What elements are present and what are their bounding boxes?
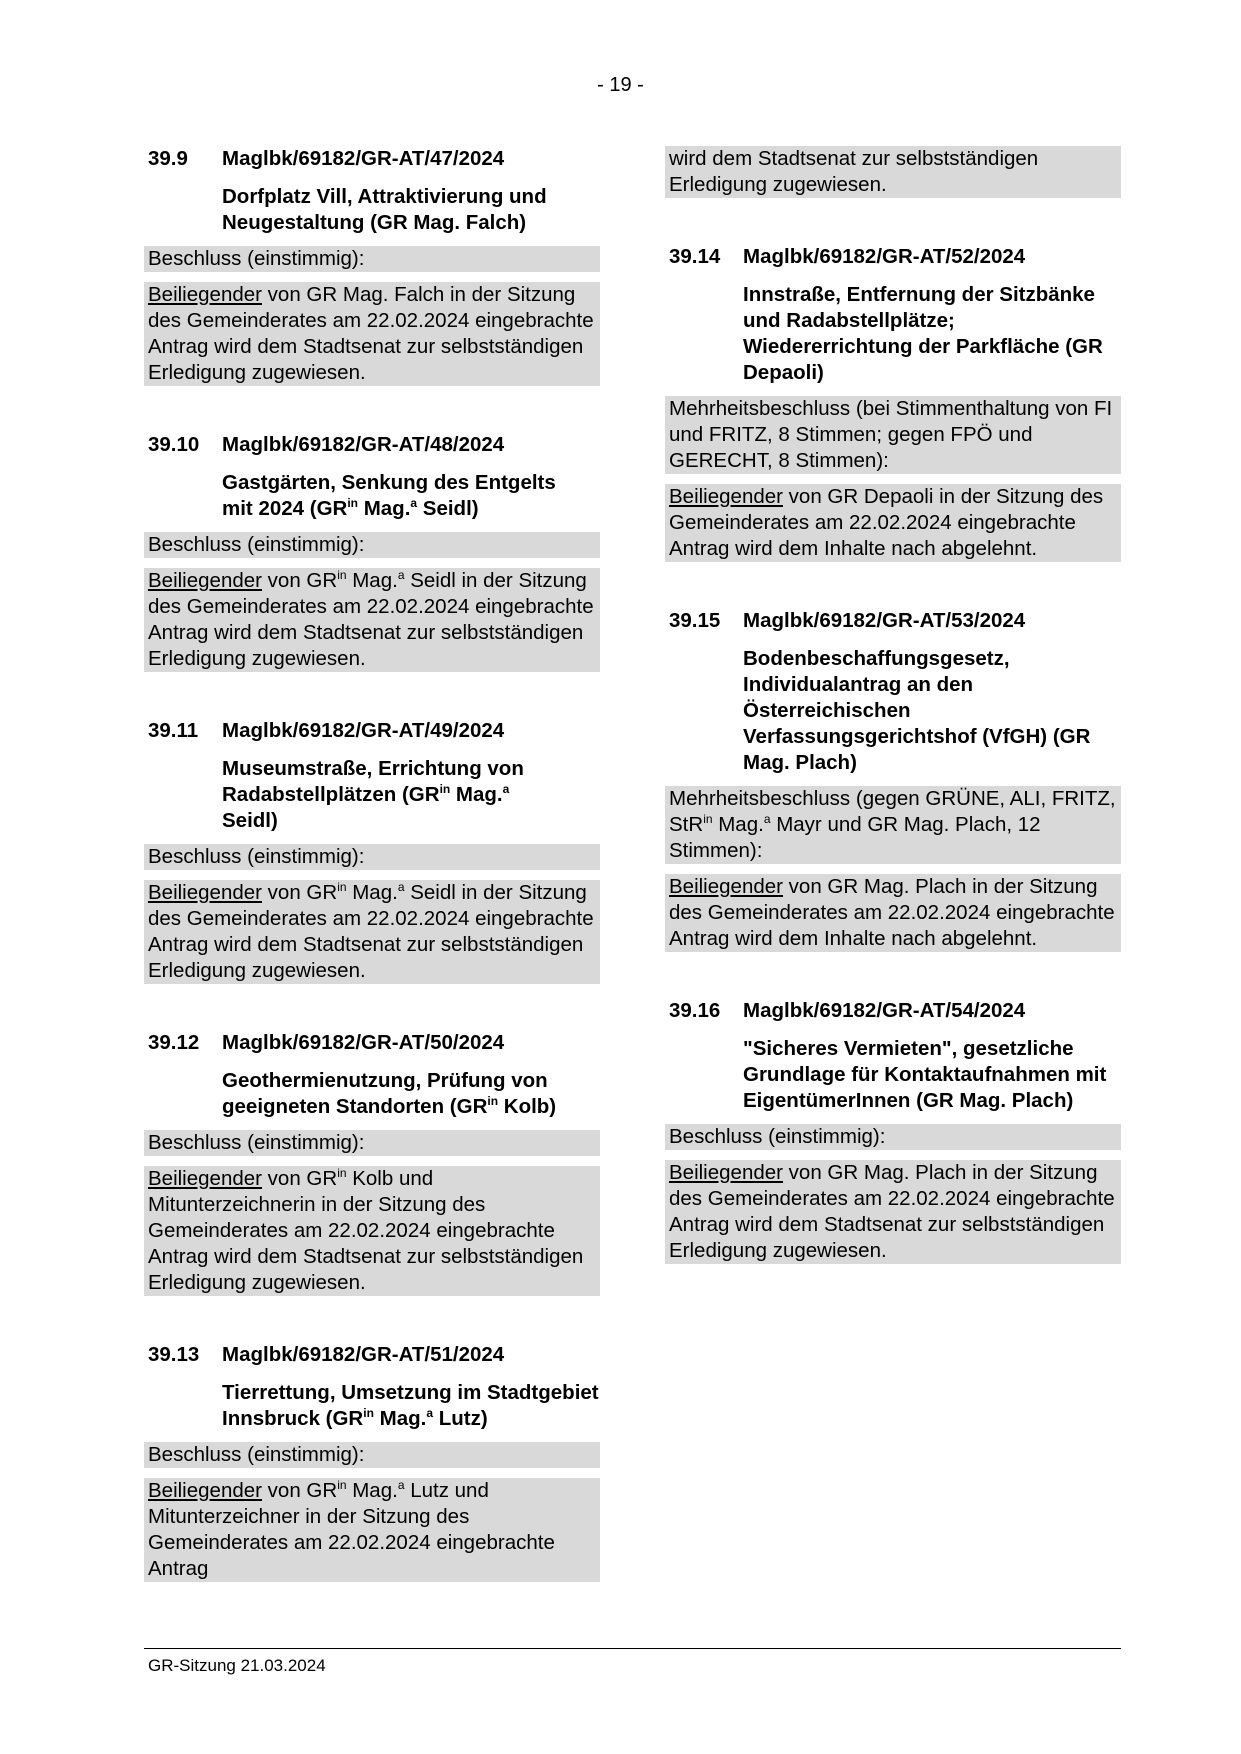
item-title: "Sicheres Vermieten", gesetzliche Grundlage für Kontaktaufnahmen mit EigentümerInnen (GR Mag. Plach) (743, 1037, 1107, 1112)
resolution-type: Mehrheitsbeschluss (gegen GRÜNE, ALI, FRITZ, StR$^{in}$ Mag.$^a$ Mayr und GR Mag. Plach, 12 Stimmen): (665, 786, 1121, 864)
item-number: 39.10 (148, 433, 200, 456)
attachment-link: Beiliegender (148, 881, 262, 904)
attachment-link: Beiliegender (148, 1479, 262, 1502)
attachment-link: Beiliegender (148, 1167, 262, 1190)
item-header (669, 608, 1121, 634)
footer: GR-Sitzung 21.03.2024 (148, 1656, 326, 1675)
item-header (148, 1342, 600, 1368)
agenda-item-39-13 (144, 1342, 600, 1582)
attachment-link: Beiliegender (669, 875, 783, 898)
item-title: Innstraße, Entfernung der Sitzbänke und Radabstellplätze; Wiedererrichtung der Parkfläche (GR Depaoli) (743, 283, 1103, 384)
right-column (665, 146, 1121, 1310)
item-number: 39.12 (148, 1031, 200, 1054)
attachment-link: Beiliegender (148, 569, 262, 592)
agenda-item-39-15 (665, 608, 1121, 952)
item-header (148, 146, 600, 172)
item-code: Maglbk/69182/GR-AT/51/2024 (222, 1343, 505, 1366)
item-header (669, 244, 1121, 270)
item-number: 39.15 (669, 609, 721, 632)
item-number: 39.13 (148, 1343, 200, 1366)
item-number: 39.9 (148, 147, 188, 170)
resolution-text: Beiliegender von $GR^{in}$ Kolb und Mitunterzeichnerin in der Sitzung des Gemeinderates am 22.02.2024 eingebrachte Antrag wird dem Stadtsenat zur selbstständigen Erledigung zugewiesen. (144, 1166, 600, 1296)
left-column (144, 146, 600, 1628)
agenda-item-39-10 (144, 432, 600, 672)
page-number: - 19 - (597, 74, 644, 96)
item-number: 39.16 (669, 999, 721, 1022)
item-title: Gastgärten, Senkung des Entgelts mit 2024 ($GR^{in}$ Mag.$^a$ Seidl) (222, 471, 556, 520)
agenda-item-39-12 (144, 1030, 600, 1296)
resolution-text: Beiliegender von GR Mag. Plach in der Sitzung des Gemeinderates am 22.02.2024 eingebrachte Antrag wird dem Inhalte nach abgelehnt. (665, 874, 1121, 952)
resolution-type: Beschluss (einstimmig): (144, 532, 600, 558)
resolution-text: Beiliegender von GR Mag. Plach in der Sitzung des Gemeinderates am 22.02.2024 eingebrachte Antrag wird dem Stadtsenat zur selbstständigen Erledigung zugewiesen. (665, 1160, 1121, 1264)
item-code: Maglbk/69182/GR-AT/50/2024 (222, 1031, 505, 1054)
item-header (148, 432, 600, 458)
item-code: Maglbk/69182/GR-AT/54/2024 (743, 999, 1026, 1022)
item-code: Maglbk/69182/GR-AT/52/2024 (743, 245, 1026, 268)
item-number: 39.14 (669, 245, 721, 268)
resolution-text: Beiliegender von GR Depaoli in der Sitzung des Gemeinderates am 22.02.2024 eingebrachte Antrag wird dem Inhalte nach abgelehnt. (665, 484, 1121, 562)
attachment-link: Beiliegender (669, 485, 783, 508)
item-code: Maglbk/69182/GR-AT/48/2024 (222, 433, 505, 456)
item-number: 39.11 (148, 719, 199, 742)
agenda-item-39-9 (144, 146, 600, 386)
item-code: Maglbk/69182/GR-AT/49/2024 (222, 719, 505, 742)
resolution-text: Beiliegender von $GR^{in}$ Mag.$^a$ Seidl in der Sitzung des Gemeinderates am 22.02.2024 eingebrachte Antrag wird dem Stadtsenat zur selbstständigen Erledigung zugewiesen. (144, 568, 600, 672)
resolution-text: Beiliegender von $GR^{in}$ Mag.$^a$ Lutz und Mitunterzeichner in der Sitzung des Gemeinderates am 22.02.2024 eingebrachte Antrag (144, 1478, 600, 1582)
resolution-text: Beiliegender von GR Mag. Falch in der Sitzung des Gemeinderates am 22.02.2024 eingebrachte Antrag wird dem Stadtsenat zur selbstständigen Erledigung zugewiesen. (144, 282, 600, 386)
resolution-text-continued: wird dem Stadtsenat zur selbstständigen Erledigung zugewiesen. (665, 146, 1121, 198)
item-code: Maglbk/69182/GR-AT/47/2024 (222, 147, 505, 170)
resolution-type: Beschluss (einstimmig): (144, 246, 600, 272)
item-header (148, 1030, 600, 1056)
resolution-text: Beiliegender von $GR^{in}$ Mag.$^a$ Seidl in der Sitzung des Gemeinderates am 22.02.2024 eingebrachte Antrag wird dem Stadtsenat zur selbstständigen Erledigung zugewiesen. (144, 880, 600, 984)
agenda-item-39-16 (665, 998, 1121, 1264)
agenda-item-39-11 (144, 718, 600, 984)
resolution-type: Beschluss (einstimmig): (144, 1130, 600, 1156)
agenda-item-39-14 (665, 244, 1121, 562)
resolution-type: Beschluss (einstimmig): (144, 1442, 600, 1468)
resolution-type: Mehrheitsbeschluss (bei Stimmenthaltung von FI und FRITZ, 8 Stimmen; gegen FPÖ und GERECHT, 8 Stimmen): (665, 396, 1121, 474)
attachment-link: Beiliegender (669, 1161, 783, 1184)
item-header (148, 718, 600, 744)
item-header (669, 998, 1121, 1024)
item-title: Bodenbeschaffungsgesetz, Individualantrag an den Österreichischen Verfassungsgerichtshof (VfGH) (GR Mag. Plach) (743, 647, 1091, 774)
item-code: Maglbk/69182/GR-AT/53/2024 (743, 609, 1026, 632)
item-title: Tierrettung, Umsetzung im Stadtgebiet Innsbruck ($GR^{in}$ Mag.$^a$ Lutz) (222, 1381, 599, 1430)
resolution-type: Beschluss (einstimmig): (144, 844, 600, 870)
resolution-type: Beschluss (einstimmig): (665, 1124, 1121, 1150)
attachment-link: Beiliegender (148, 283, 262, 306)
agenda-item-39-13-continued (665, 146, 1121, 198)
item-title: Museumstraße, Errichtung von Radabstellplätzen ($GR^{in}$ Mag.$^a$ Seidl) (222, 757, 524, 832)
footer-divider (144, 1648, 1121, 1649)
item-title: Geothermienutzung, Prüfung von geeigneten Standorten ($GR^{in}$ Kolb) (222, 1069, 557, 1118)
item-title: Dorfplatz Vill, Attraktivierung und Neugestaltung (GR Mag. Falch) (222, 185, 547, 234)
